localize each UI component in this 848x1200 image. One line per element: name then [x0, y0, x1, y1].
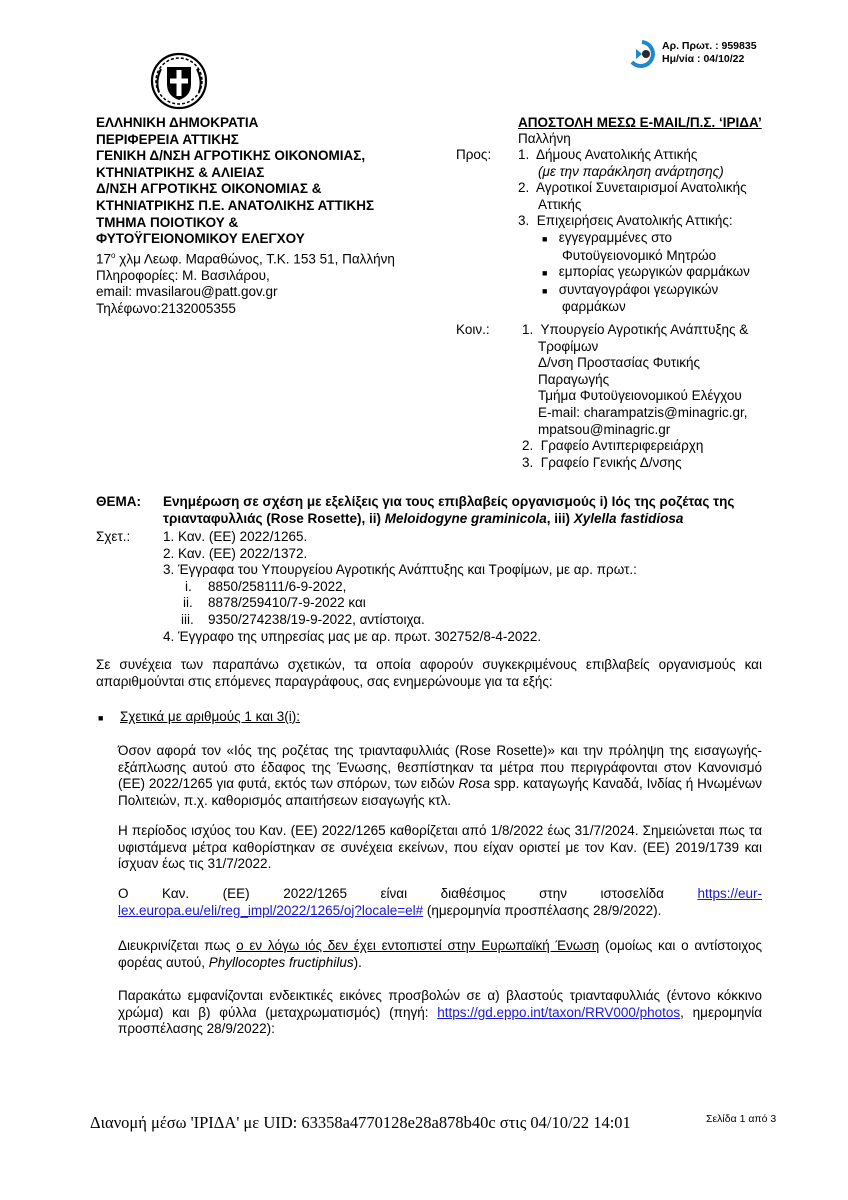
protocol-number: Αρ. Πρωτ. : 959835	[662, 40, 757, 52]
to-list	[518, 147, 750, 316]
sender-line: ΦΥΤΟΫΓΕΙΟΝΟΜΙΚΟΥ ΕΛΕΓΧΟΥ	[96, 231, 305, 247]
sender-phone: Τηλέφωνο:2132005355	[96, 301, 236, 317]
sender-line: ΕΛΛΗΝΙΚΗ ΔΗΜΟΚΡΑΤΙΑ	[96, 115, 259, 130]
sender-line: ΚΤΗΝΙΑΤΡΙΚΗΣ Π.Ε. ΑΝΑΤΟΛΙΚΗΣ ΑΤΤΙΚΗΣ	[96, 197, 375, 213]
ref-subitem: ii. 8878/259410/7-9-2022 και	[183, 595, 366, 611]
ref-subitem: i. 8850/258111/6-9-2022,	[185, 578, 347, 594]
sender-line: ΓΕΝΙΚΗ Δ/ΝΣΗ ΑΓΡΟΤΙΚΗΣ ΟΙΚΟΝΟΜΙΑΣ,	[96, 148, 366, 164]
sender-line: ΠΕΡΙΦΕΡΕΙΑ ΑΤΤΙΚΗΣ	[96, 131, 239, 147]
sender-line: ΤΜΗΜΑ ΠΟΙΟΤΙΚΟΥ &	[96, 214, 239, 230]
cc-item: 1. Υπουργείο Αγροτικής Ανάπτυξης &	[522, 322, 749, 337]
eppo-link[interactable]: https://gd.eppo.int/taxon/RRV000/photos	[437, 1004, 681, 1020]
ref-item: 4. Έγγραφο της υπηρεσίας μας με αρ. πρωτ. 302752/8-4-2022.	[163, 628, 542, 644]
cc-item-cont: E-mail: charampatzis@minagric.gr,	[538, 404, 748, 420]
ref-subitem: iii. 9350/274238/19-9-2022, αντίστοιχα.	[181, 611, 425, 627]
cc-list	[522, 322, 748, 471]
cc-item-cont: Τροφίμων	[538, 338, 599, 354]
to-item: 3. Επιχειρήσεις Ανατολικής Αττικής:	[518, 213, 733, 229]
sender-block	[96, 115, 395, 318]
cc-item-cont: Τμήμα Φυτοϋγειονομικού Ελέγχου	[538, 388, 742, 404]
to-bullet: ■ συνταγογράφοι γεωργικών	[542, 281, 719, 297]
footer-page-number: Σελίδα 1 από 3	[706, 1113, 777, 1125]
eur-lex-link[interactable]: https://eur-lex.europa.eu/eli/reg_impl/2022/1265/oj?locale=el#	[118, 886, 762, 918]
sender-line: ΚΤΗΝΙΑΤΡΙΚΗΣ & ΑΛΙΕΙΑΣ	[96, 164, 265, 180]
delivery-method: ΑΠΟΣΤΟΛΗ ΜΕΣΩ E-MAIL/Π.Σ. ‘ΙΡΙΔΑ’	[518, 115, 762, 130]
bullet-square-icon: ■	[542, 268, 548, 279]
to-bullet: ■ εμπορίας γεωργικών φαρμάκων	[542, 264, 750, 280]
paragraph-availability: Ο Καν. (ΕΕ) 2022/1265 είναι διαθέσιμος στην ιστοσελίδα https://eur-lex.europa.eu/eli/reg_impl/2022/1265/oj?locale=el# (ημερομηνία προσπέλασης 28/9/2022).	[118, 886, 762, 918]
to-item-note: (με την παράκληση ανάρτησης)	[538, 163, 724, 179]
ref-item: 2. Καν. (ΕΕ) 2022/1372.	[163, 545, 308, 561]
paragraph-clarification: Διευκρινίζεται πως ο εν λόγω ιός δεν έχει εντοπιστεί στην Ευρωπαϊκή Ένωση (ομοίως και ο αντίστοιχος φορέας αυτού, Phyllocoptes fructiphilus).	[118, 938, 763, 970]
footer-distribution: Διανομή μέσω 'ΙΡΙΔΑ' με UID: 63358a4770128e28a878b40c στις 04/10/22 14:01	[90, 1113, 631, 1132]
bullet-square-icon: ■	[542, 233, 548, 244]
sender-line: Δ/ΝΣΗ ΑΓΡΟΤΙΚΗΣ ΟΙΚΟΝΟΜΙΑΣ &	[96, 181, 322, 197]
sender-address: $17^o$ χλμ Λεωφ. Μαραθώνος, Τ.Κ. 153 51, Παλλήνη	[96, 250, 395, 267]
intro-paragraph: Σε συνέχεια των παραπάνω σχετικών, τα οποία αφορούν συγκεκριμένους επιβλαβείς οργανισμούς και απαριθμούνται στις επόμενες παραγράφους, σας ενημερώνουμε για τα εξής:	[96, 657, 762, 689]
refs-label: Σχετ.:	[96, 529, 131, 544]
to-bullet-cont: Φυτοϋγειονομικό Μητρώο	[562, 247, 717, 263]
cc-item-cont: mpatsou@minagric.gr	[538, 421, 671, 437]
ref-item: 1. Καν. (ΕΕ) 2022/1265.	[163, 529, 308, 544]
to-bullet: ■ εγγεγραμμένες στο	[542, 229, 673, 245]
to-item: 2. Αγροτικοί Συνεταιρισμοί Ανατολικής	[518, 180, 747, 196]
cc-item: 3. Γραφείο Γενικής Δ/νσης	[522, 454, 682, 470]
cc-item-cont: Δ/νση Προστασίας Φυτικής	[538, 355, 700, 371]
bullet-square-icon: ■	[98, 713, 104, 723]
to-item: 1. Δήμους Ανατολικής Αττικής	[518, 147, 698, 162]
bullet-square-icon: ■	[542, 285, 548, 296]
subject-label: ΘΕΜΑ:	[96, 494, 141, 509]
paragraph-images: Παρακάτω εμφανίζονται ενδεικτικές εικόνες προσβολών σε α) βλαστούς τριανταφυλλιάς (έντονο κόκκινο χρώμα) και β) φύλλα (μεταχρωματισμός) (πηγή: https://gd.eppo.int/taxon/RRV000/photos, ημερομηνία προσπέλασης 28/9/2022):	[118, 988, 762, 1037]
greek-coat-of-arms-icon	[150, 52, 208, 110]
subject-text: Ενημέρωση σε σχέση με εξελίξεις για τους επιβλαβείς οργανισμούς i) Ιός της ροζέτας της τριανταφυλλιάς (Rose Rosette), ii) Meloidogyne graminicola, iii) Xylella fastidiosa	[163, 494, 735, 526]
to-label: Προς:	[456, 147, 492, 162]
paragraph-validity: Η περίοδος ισχύος του Καν. (ΕΕ) 2022/1265 καθορίζεται από 1/8/2022 έως 31/7/2024. Σημειώνεται πως τα υφιστάμενα μέτρα καθορίστηκαν σε συνέχεια εκείνων, που είχαν οριστεί με τον Καν. (ΕΕ) 2019/1739 και ίσχυαν έως τις 31/7/2022.	[118, 823, 762, 872]
section-heading: ■ Σχετικά με αριθμούς 1 και 3(i):	[96, 709, 300, 727]
to-item-cont: Αττικής	[538, 196, 582, 212]
to-bullet-cont: φαρμάκων	[562, 299, 626, 315]
delivery-place: Παλλήνη	[518, 131, 571, 146]
ref-item: 3. Έγγραφα του Υπουργείου Αγροτικής Ανάπτυξης και Τροφίμων, με αρ. πρωτ.:	[163, 562, 637, 578]
paragraph-rose-rosette: Όσον αφορά τον «Ιός της ροζέτας της τριανταφυλλιάς (Rose Rosette)» και την πρόληψη της εισαγωγής-εξάπλωσης αυτού στο έδαφος της Ένωσης, θεσπίστηκαν τα μέτρα που περιγράφονται στον Κανονισμό (ΕΕ) 2022/1265 για φυτά, εκτός των σπόρων, των ειδών Rosa spp. καταγωγής Καναδά, Ινδίας ή Ηνωμένων Πολιτειών, π.χ. καθορισμός απαιτήσεων εισαγωγής κτλ.	[118, 743, 762, 808]
sender-info: Πληροφορίες: Μ. Βασιλάρου,	[96, 267, 270, 283]
cc-label: Κοιν.:	[456, 322, 490, 337]
protocol-date: Ημ/νία : 04/10/22	[662, 53, 745, 65]
irida-logo-icon	[628, 40, 656, 68]
cc-item-cont: Παραγωγής	[538, 371, 610, 387]
cc-item: 2. Γραφείο Αντιπεριφερειάρχη	[522, 438, 704, 454]
refs-list	[163, 529, 637, 645]
sender-email: email: mvasilarou@patt.gov.gr	[96, 284, 278, 300]
